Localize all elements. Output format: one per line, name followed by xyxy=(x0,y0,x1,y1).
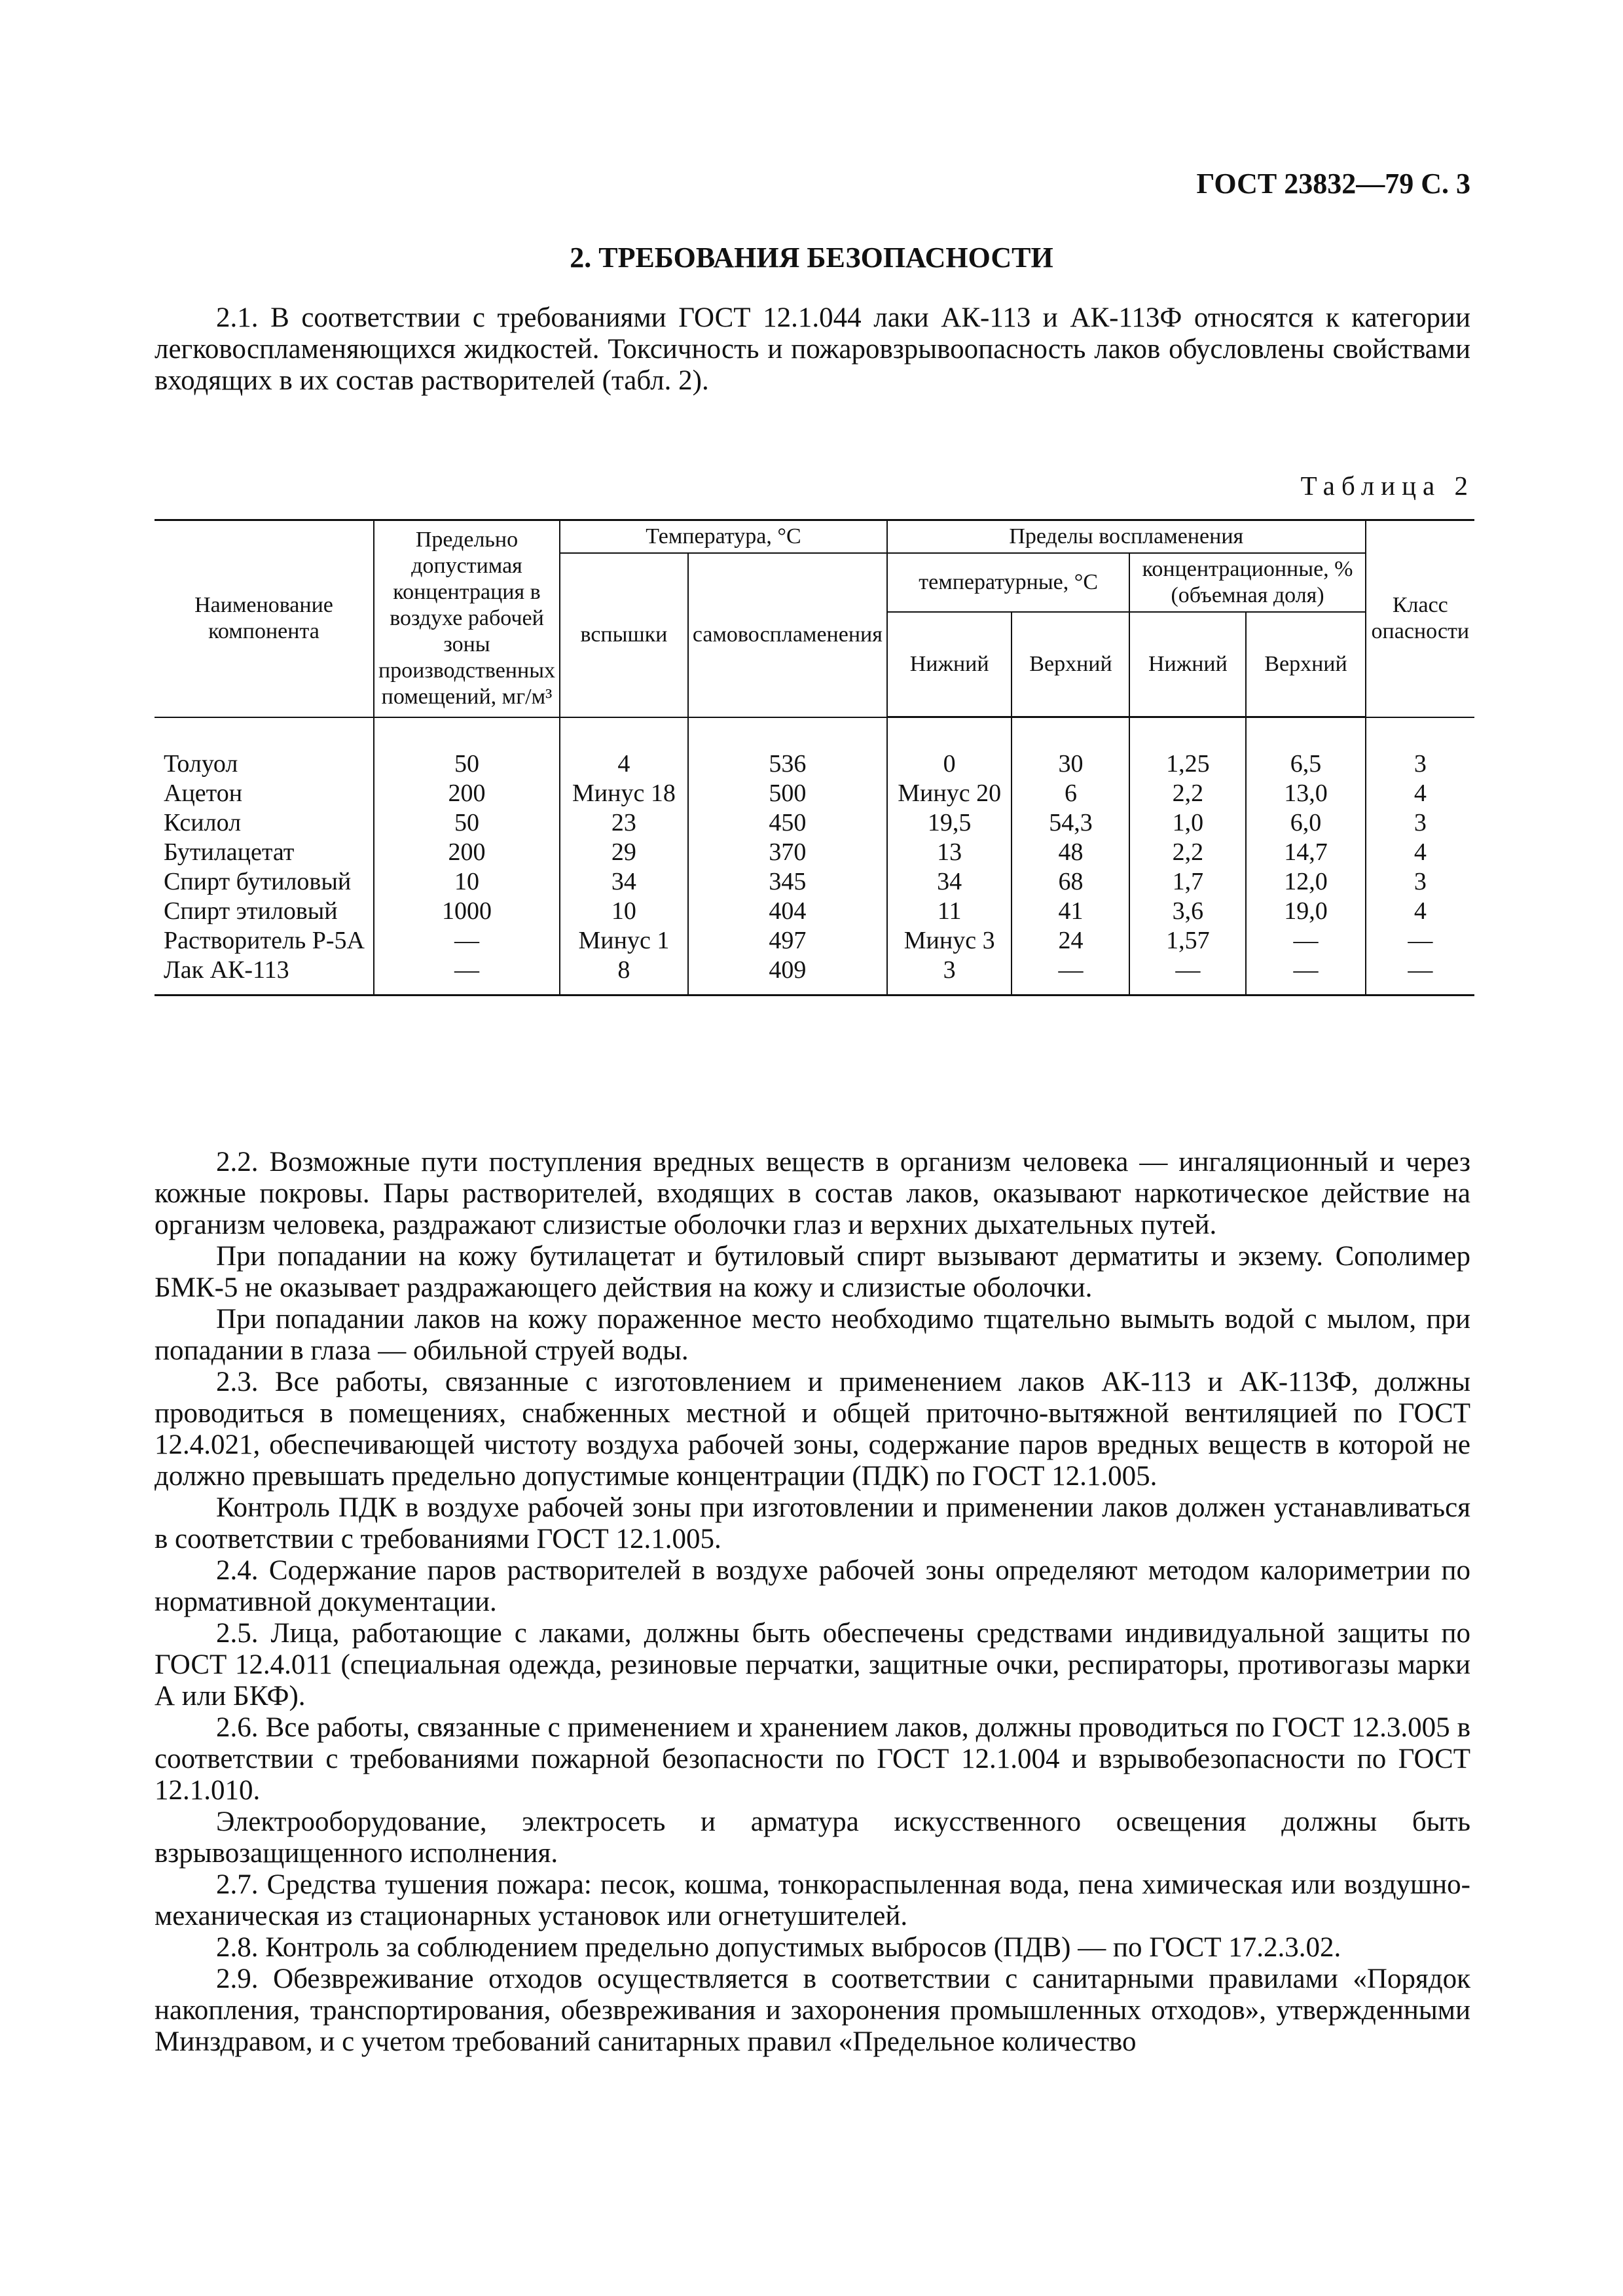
cell-pdk: 10 xyxy=(374,867,560,897)
paragraph: 2.3. Все работы, связанные с изготовлением и применением лаков АК-113 и АК-113Ф, должны проводиться в помещениях, снабженных местной и общей приточно-вытяжной вентиляцией по ГОСТ 12.4.021, обеспечивающей чистоту воздуха рабочей зоны, содержание паров вредных веществ в которой не должно превышать предельно допустимые концентрации (ПДК) по ГОСТ 12.1.005. xyxy=(155,1367,1470,1492)
paragraph: 2.6. Все работы, связанные с применением и хранением лаков, должны проводиться по ГОСТ 12.3.005 в соответствии с требованиями пожарной безопасности по ГОСТ 12.1.004 и взрывобезопасности по ГОСТ 12.1.010. xyxy=(155,1712,1470,1806)
cell-t-high: 48 xyxy=(1012,838,1129,867)
cell-c-low: 1,57 xyxy=(1129,926,1246,956)
cell-pdk: 50 xyxy=(374,808,560,838)
cell-c-high: 13,0 xyxy=(1246,779,1365,808)
cell-pdk: 1000 xyxy=(374,897,560,926)
hazard-table xyxy=(155,519,1474,996)
cell-cls: — xyxy=(1366,926,1474,956)
cell-c-low: 1,25 xyxy=(1129,717,1246,780)
table-row xyxy=(155,838,1474,867)
cell-c-low: 1,0 xyxy=(1129,808,1246,838)
header-temp-lower: Нижний xyxy=(887,612,1012,717)
paragraph-2-1: 2.1. В соответствии с требованиями ГОСТ 12.1.044 лаки АК-113 и АК-113Ф относятся к категории легковоспламеняющихся жидкостей. Токсичность и пожаровзрывоопасность лаков обусловлены свойствами входящих в их состав растворителей (табл. 2). xyxy=(155,302,1470,396)
cell-t-high: 54,3 xyxy=(1012,808,1129,838)
table-row xyxy=(155,779,1474,808)
cell-t-high: 68 xyxy=(1012,867,1129,897)
header-conc-upper: Верхний xyxy=(1246,612,1365,717)
cell-flash: 8 xyxy=(560,956,688,996)
table-row xyxy=(155,897,1474,926)
intro-text xyxy=(155,302,1470,397)
header-flash: вспышки xyxy=(560,553,688,717)
cell-pdk: — xyxy=(374,956,560,996)
header-conc-lower: Нижний xyxy=(1129,612,1246,717)
cell-c-low: — xyxy=(1129,956,1246,996)
cell-pdk: 50 xyxy=(374,717,560,780)
header-temperature: Температура, °С xyxy=(560,520,887,554)
paragraph: 2.9. Обезвреживание отходов осуществляется в соответствии с санитарными правилами «Порядок накопления, транспортирования, обезвреживания и захоронения промышленных отходов», утвержденными Минздравом, и с учетом требований санитарных правил «Предельное количество xyxy=(155,1964,1470,2057)
cell-c-high: — xyxy=(1246,956,1365,996)
cell-t-low: Минус 3 xyxy=(887,926,1012,956)
cell-flash: 4 xyxy=(560,717,688,780)
cell-t-low: 19,5 xyxy=(887,808,1012,838)
cell-name: Ксилол xyxy=(164,809,242,836)
cell-cls: 3 xyxy=(1366,717,1474,780)
cell-pdk: 200 xyxy=(374,779,560,808)
cell-name: Ацетон xyxy=(164,780,243,807)
cell-c-low: 1,7 xyxy=(1129,867,1246,897)
cell-c-high: — xyxy=(1246,926,1365,956)
cell-name: Спирт бутиловый xyxy=(164,868,352,895)
cell-t-low: Минус 20 xyxy=(887,779,1012,808)
paragraph: 2.4. Содержание паров растворителей в воздухе рабочей зоны определяют методом калориметрии по нормативной документации. xyxy=(155,1555,1470,1617)
paragraph: При попадании лаков на кожу пораженное место необходимо тщательно вымыть водой с мылом, при попадании в глаза — обильной струей воды. xyxy=(155,1304,1470,1366)
header-pdk: Предельно допустимая концентрация в воздухе рабочей зоны производственных помещений, мг/м³ xyxy=(374,520,560,717)
cell-cls: 4 xyxy=(1366,779,1474,808)
cell-cls: 4 xyxy=(1366,897,1474,926)
cell-auto: 404 xyxy=(688,897,887,926)
cell-t-low: 3 xyxy=(887,956,1012,996)
cell-c-high: 6,0 xyxy=(1246,808,1365,838)
cell-t-high: 30 xyxy=(1012,717,1129,780)
header-ignition-limits: Пределы воспламенения xyxy=(887,520,1366,554)
cell-flash: 29 xyxy=(560,838,688,867)
cell-cls: 3 xyxy=(1366,808,1474,838)
table-caption: Таблица 2 xyxy=(1300,471,1474,501)
cell-t-low: 13 xyxy=(887,838,1012,867)
cell-auto: 536 xyxy=(688,717,887,780)
cell-flash: 34 xyxy=(560,867,688,897)
cell-c-low: 2,2 xyxy=(1129,838,1246,867)
table-row xyxy=(155,926,1474,956)
cell-t-low: 11 xyxy=(887,897,1012,926)
cell-c-high: 12,0 xyxy=(1246,867,1365,897)
header-conc-limits: концентрационные, % (объемная доля) xyxy=(1129,553,1365,612)
paragraph: Контроль ПДК в воздухе рабочей зоны при изготовлении и применении лаков должен устанавливаться в соответствии с требованиями ГОСТ 12.1.005. xyxy=(155,1492,1470,1554)
paragraph: Электрооборудование, электросеть и арматура искусственного освещения должны быть взрывозащищенного исполнения. xyxy=(155,1806,1470,1869)
table-row xyxy=(155,717,1474,780)
table-row xyxy=(155,956,1474,996)
cell-name: Бутилацетат xyxy=(164,838,295,866)
cell-pdk: — xyxy=(374,926,560,956)
cell-flash: Минус 1 xyxy=(560,926,688,956)
paragraph: 2.5. Лица, работающие с лаками, должны быть обеспечены средствами индивидуальной защиты по ГОСТ 12.4.011 (специальная одежда, резиновые перчатки, защитные очки, респираторы, противогазы марки А или БКФ). xyxy=(155,1618,1470,1712)
cell-auto: 370 xyxy=(688,838,887,867)
header-autoignition: самовоспламенения xyxy=(688,553,887,717)
cell-name: Лак АК-113 xyxy=(155,956,374,996)
cell-name: Толуол xyxy=(164,749,238,778)
cell-t-high: 6 xyxy=(1012,779,1129,808)
cell-c-high: 19,0 xyxy=(1246,897,1365,926)
paragraph: 2.2. Возможные пути поступления вредных веществ в организм человека — ингаляционный и через кожные покровы. Пары растворителей, входящих в состав лаков, оказывают наркотическое действие на организм человека, раздражают слизистые оболочки глаз и верхних дыхательных путей. xyxy=(155,1147,1470,1240)
cell-auto: 450 xyxy=(688,808,887,838)
cell-c-high: 14,7 xyxy=(1246,838,1365,867)
header-temp-upper: Верхний xyxy=(1012,612,1129,717)
cell-auto: 500 xyxy=(688,779,887,808)
header-component-name: Наименование компонента xyxy=(155,520,374,717)
header-temp-limits: температурные, °С xyxy=(887,553,1130,612)
cell-name: Растворитель Р-5А xyxy=(164,927,365,954)
cell-c-high: 6,5 xyxy=(1246,717,1365,780)
cell-auto: 497 xyxy=(688,926,887,956)
cell-c-low: 3,6 xyxy=(1129,897,1246,926)
cell-auto: 345 xyxy=(688,867,887,897)
body-text xyxy=(155,1147,1470,2058)
cell-t-low: 34 xyxy=(887,867,1012,897)
table-row xyxy=(155,808,1474,838)
paragraph: При попадании на кожу бутилацетат и бутиловый спирт вызывают дерматиты и экзему. Сополимер БМК-5 не оказывает раздражающего действия на кожу и слизистые оболочки. xyxy=(155,1241,1470,1303)
cell-flash: Минус 18 xyxy=(560,779,688,808)
document-code: ГОСТ 23832—79 С. 3 xyxy=(1196,168,1470,200)
table-row xyxy=(155,867,1474,897)
cell-flash: 23 xyxy=(560,808,688,838)
cell-auto: 409 xyxy=(688,956,887,996)
header-hazard-class: Класс опасности xyxy=(1366,520,1474,717)
cell-t-high: — xyxy=(1012,956,1129,996)
paragraph: 2.8. Контроль за соблюдением предельно допустимых выбросов (ПДВ) — по ГОСТ 17.2.3.02. xyxy=(216,1932,1341,1963)
cell-cls: — xyxy=(1366,956,1474,996)
cell-pdk: 200 xyxy=(374,838,560,867)
cell-flash: 10 xyxy=(560,897,688,926)
cell-cls: 3 xyxy=(1366,867,1474,897)
cell-t-high: 24 xyxy=(1012,926,1129,956)
cell-name: Спирт этиловый xyxy=(164,897,338,925)
section-title: 2. ТРЕБОВАНИЯ БЕЗОПАСНОСТИ xyxy=(570,242,1053,274)
cell-t-high: 41 xyxy=(1012,897,1129,926)
cell-t-low: 0 xyxy=(887,717,1012,780)
paragraph: 2.7. Средства тушения пожара: песок, кошма, тонкораспыленная вода, пена химическая или воздушно-механическая из стационарных установок или огнетушителей. xyxy=(155,1869,1470,1931)
cell-c-low: 2,2 xyxy=(1129,779,1246,808)
cell-cls: 4 xyxy=(1366,838,1474,867)
